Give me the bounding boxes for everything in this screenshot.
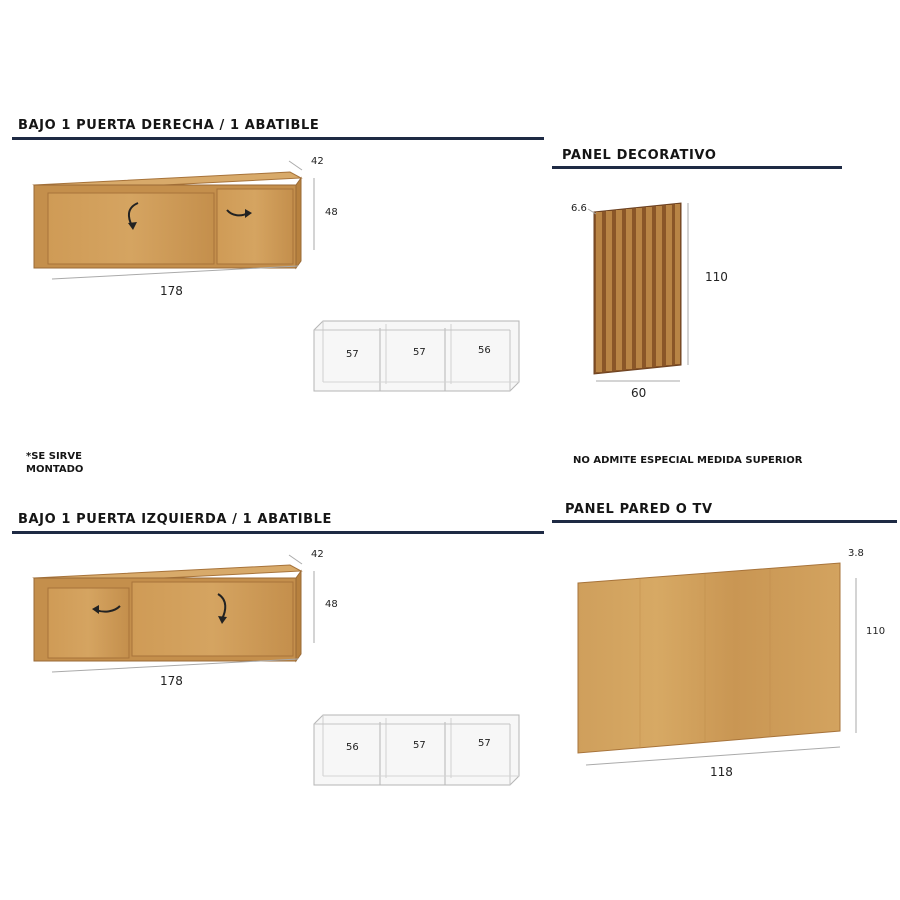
decorativo-depth-label: 6.6 <box>571 203 587 214</box>
section-title-izquierda: BAJO 1 PUERTA IZQUIERDA / 1 ABATIBLE <box>18 512 333 527</box>
section-title-panel-pared: PANEL PARED O TV <box>565 502 713 517</box>
derecha-height-label: 48 <box>325 207 338 218</box>
note-no-admite: NO ADMITE ESPECIAL MEDIDA SUPERIOR <box>573 455 803 466</box>
izquierda-depth-label: 42 <box>311 549 324 560</box>
decorativo-width-label: 60 <box>631 386 647 400</box>
note-se-sirve-line1: *SE SIRVE <box>26 451 82 462</box>
derecha-shelf-2: 57 <box>413 347 426 358</box>
section-title-derecha: BAJO 1 PUERTA DERECHA / 1 ABATIBLE <box>18 118 320 133</box>
derecha-depth-label: 42 <box>311 156 324 167</box>
note-se-sirve-line2: MONTADO <box>26 464 84 475</box>
izquierda-shelf-3: 57 <box>478 738 491 749</box>
izquierda-height-label: 48 <box>325 599 338 610</box>
derecha-width-label: 178 <box>160 284 183 298</box>
pared-height-label: 110 <box>866 626 886 637</box>
izquierda-width-label: 178 <box>160 674 183 688</box>
izquierda-shelf-2: 57 <box>413 740 426 751</box>
izquierda-shelf-1: 56 <box>346 742 359 753</box>
section-title-panel-decorativo: PANEL DECORATIVO <box>562 148 717 163</box>
decorativo-height-label: 110 <box>705 270 728 284</box>
derecha-shelf-1: 57 <box>346 349 359 360</box>
pared-width-label: 118 <box>710 765 733 779</box>
pared-depth-label: 3.8 <box>848 548 864 559</box>
derecha-shelf-3: 56 <box>478 345 491 356</box>
